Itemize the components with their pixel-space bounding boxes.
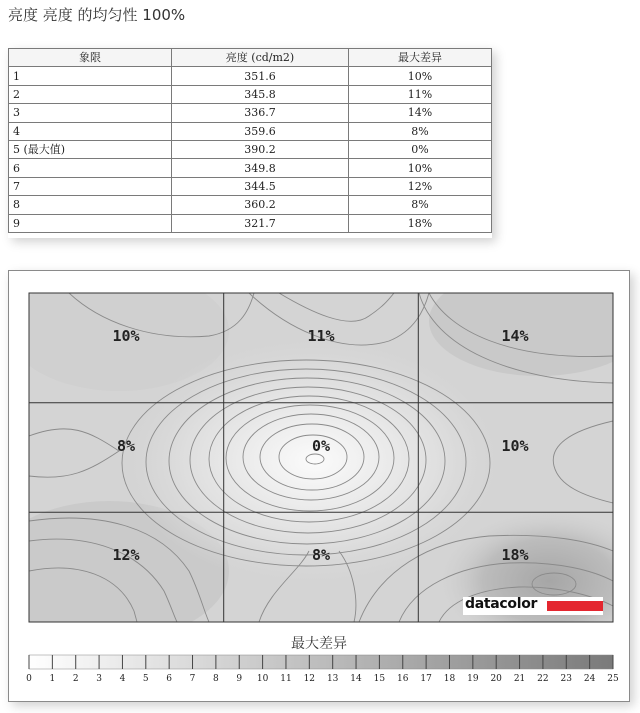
- cell-quadrant: 2: [9, 85, 172, 103]
- datacolor-logo-bar: [547, 601, 603, 611]
- cell-max-diff: 8%: [349, 122, 492, 140]
- cell-quadrant: 9: [9, 214, 172, 232]
- cell-label-2: 11%: [307, 327, 335, 345]
- cell-max-diff: 10%: [349, 159, 492, 177]
- colorbar-tick-label: 20: [490, 674, 502, 684]
- cell-luminance: 359.6: [172, 122, 349, 140]
- cell-label-3: 14%: [501, 327, 529, 345]
- colorbar-tick-label: 0: [26, 674, 32, 684]
- colorbar-tick-label: 18: [443, 674, 456, 684]
- table-header-row: [9, 49, 492, 67]
- cell-label-1: 10%: [112, 327, 140, 345]
- uniformity-table: [8, 48, 492, 233]
- colorbar-tick-label: 9: [236, 674, 243, 684]
- page-title: 亮度 亮度 的均匀性 100%: [8, 6, 186, 24]
- table-row: [9, 122, 492, 140]
- colorbar-tick-label: 10: [256, 674, 269, 684]
- table-row: [9, 214, 492, 232]
- colorbar-tick-label: 2: [72, 674, 79, 684]
- colorbar-tick-label: 6: [166, 674, 173, 684]
- cell-label-5: 0%: [311, 437, 331, 455]
- cell-label-9: 18%: [501, 546, 529, 564]
- cell-luminance: 344.5: [172, 177, 349, 195]
- colorbar-tick-label: 8: [213, 674, 219, 684]
- datacolor-logo: [463, 597, 603, 615]
- cell-luminance: 360.2: [172, 196, 349, 214]
- colorbar-tick-label: 23: [560, 674, 572, 684]
- table-row: [9, 104, 492, 122]
- colorbar-tick-label: 17: [420, 674, 432, 684]
- table-row: [9, 140, 492, 158]
- cell-luminance: 321.7: [172, 214, 349, 232]
- cell-quadrant: 4: [9, 122, 172, 140]
- cell-quadrant: 3: [9, 104, 172, 122]
- colorbar-tick-label: 7: [189, 674, 196, 684]
- colorbar-tick-label: 1: [49, 674, 56, 684]
- header-max-diff: 最大差异: [349, 49, 492, 67]
- table-row: [9, 85, 492, 103]
- colorbar-tick-label: 22: [537, 674, 549, 684]
- colorbar-tick-label: 15: [373, 674, 386, 684]
- cell-max-diff: 12%: [349, 177, 492, 195]
- colorbar-tick-label: 4: [119, 674, 126, 684]
- cell-luminance: 336.7: [172, 104, 349, 122]
- colorbar-tick-label: 13: [326, 674, 339, 684]
- cell-max-diff: 18%: [349, 214, 492, 232]
- colorbar-tick-label: 5: [142, 674, 149, 684]
- colorbar-gradient: [29, 655, 613, 669]
- cell-quadrant: 6: [9, 159, 172, 177]
- cell-quadrant: 7: [9, 177, 172, 195]
- uniformity-heatmap-panel: [8, 270, 630, 702]
- cell-quadrant: 8: [9, 196, 172, 214]
- colorbar-tick-label: 21: [513, 674, 526, 684]
- header-quadrant: 象限: [9, 49, 172, 67]
- cell-label-4: 8%: [116, 437, 136, 455]
- cell-luminance: 345.8: [172, 85, 349, 103]
- colorbar-tick-label: 12: [303, 674, 316, 684]
- colorbar-tick-label: 11: [280, 674, 292, 684]
- colorbar: [29, 655, 613, 669]
- cell-label-6: 10%: [501, 437, 529, 455]
- cell-luminance: 390.2: [172, 140, 349, 158]
- colorbar-tick-label: 14: [350, 674, 362, 684]
- cell-label-7: 12%: [112, 546, 140, 564]
- header-luminance: 亮度 (cd/m2): [172, 49, 349, 67]
- cell-luminance: 351.6: [172, 67, 349, 85]
- colorbar-title: 最大差异: [291, 636, 347, 652]
- cell-max-diff: 0%: [349, 140, 492, 158]
- table-row: [9, 196, 492, 214]
- cell-luminance: 349.8: [172, 159, 349, 177]
- uniformity-table-panel: [8, 48, 492, 238]
- cell-max-diff: 14%: [349, 104, 492, 122]
- colorbar-tick-label: 3: [96, 674, 102, 684]
- table-row: [9, 177, 492, 195]
- colorbar-tick-label: 16: [397, 674, 409, 684]
- colorbar-tick-label: 24: [583, 674, 596, 684]
- colorbar-tick-label: 25: [607, 674, 619, 684]
- cell-quadrant: 1: [9, 67, 172, 85]
- colorbar-tick-label: 19: [467, 674, 479, 684]
- cell-quadrant: 5 (最大值): [9, 140, 172, 158]
- cell-max-diff: 10%: [349, 67, 492, 85]
- datacolor-logo-text: datacolor: [465, 596, 538, 612]
- cell-label-8: 8%: [311, 546, 331, 564]
- table-row: [9, 67, 492, 85]
- cell-max-diff: 11%: [349, 85, 492, 103]
- cell-max-diff: 8%: [349, 196, 492, 214]
- table-row: [9, 159, 492, 177]
